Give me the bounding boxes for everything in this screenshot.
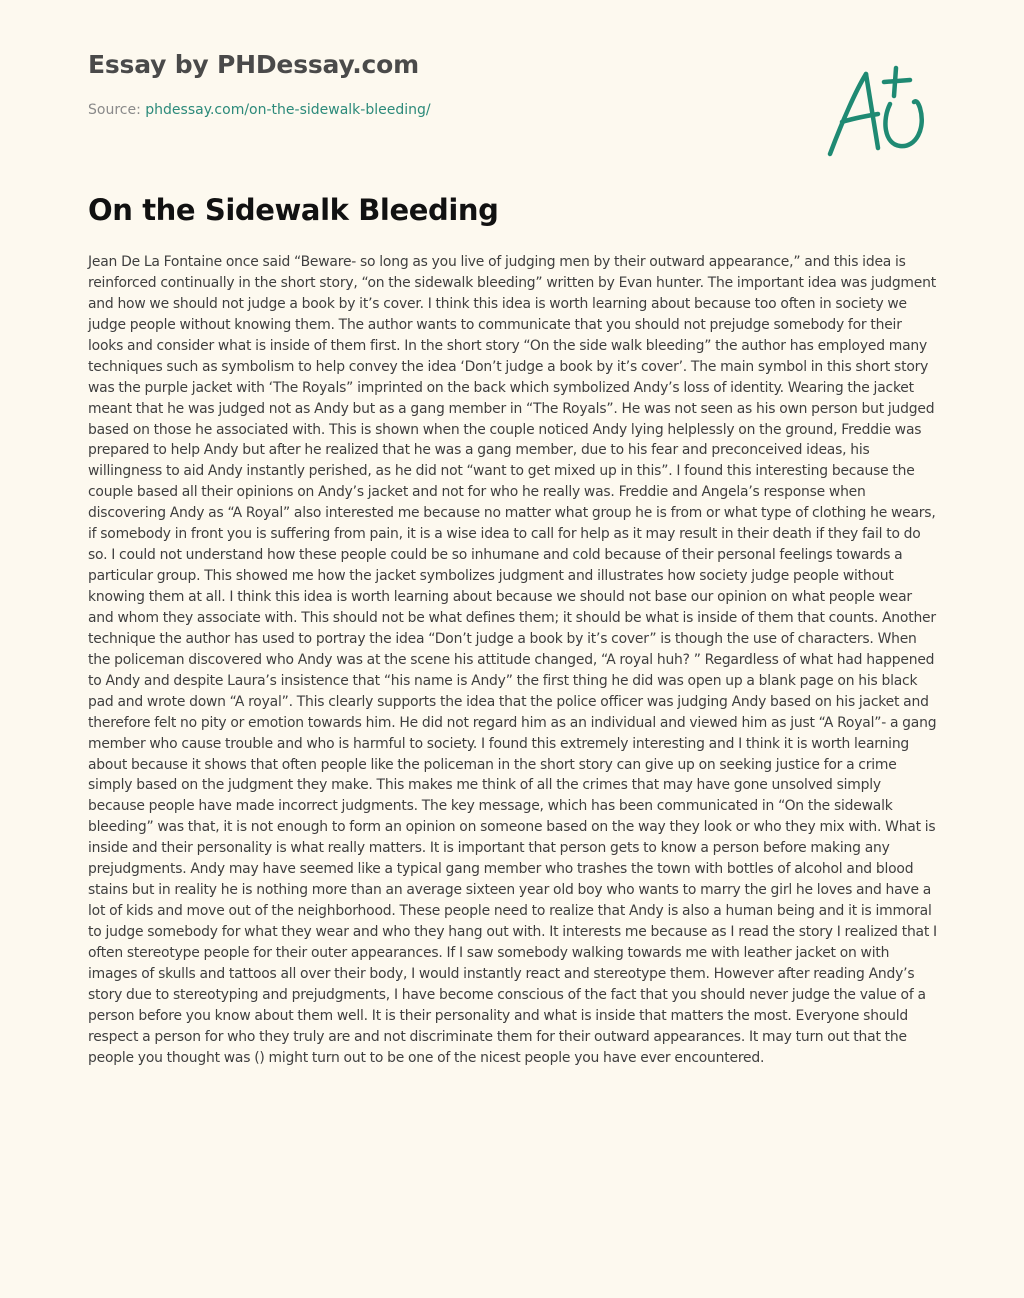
source-link[interactable]: phdessay.com/on-the-sidewalk-bleeding/ (145, 102, 431, 118)
page-header (88, 48, 808, 120)
source-line (88, 100, 808, 120)
source-label: Source: (88, 102, 146, 118)
site-brand: Essay by PHDessay.com (88, 50, 419, 79)
essay-title: On the Sidewalk Bleeding (88, 193, 499, 227)
a-plus-logo-icon (820, 62, 932, 162)
essay-body: Jean De La Fontaine once said “Beware- so long as you live of judging men by their outward appearance,” and this idea is reinforced continually in the short story, “on the sidewalk bleeding” written by Evan hunter. The important idea was judgment and how we should not judge a book by it’s cover. I think this idea is worth learning about because too often in society we judge people without knowing them. The author wants to communicate that you should not prejudge somebody for their looks and consider what is inside of them first. In the short story “On the side walk bleeding” the author has employed many techniques such as symbolism to help convey the idea ‘Don’t judge a book by it’s cover’. The main symbol in this short story was the purple jacket with ‘The Royals” imprinted on the back which symbolized Andy’s loss of identity. Wearing the jacket meant that he was judged not as Andy but as a gang member in “The Royals”. He was not seen as his own person but judged based on those he associated with. This is shown when the couple noticed Andy lying helplessly on the ground, Freddie was prepared to help Andy but after he realized that he was a gang member, due to his fear and preconceived ideas, his willingness to aid Andy instantly perished, as he did not “want to get mixed up in this”. I found this interesting because the couple based all their opinions on Andy’s jacket and not for who he really was. Freddie and Angela’s response when discovering Andy as “A Royal” also interested me because no matter what group he is from or what type of clothing he wears, if somebody in front you is suffering from pain, it is a wise idea to call for help as it may result in their death if they fail to do so. I could not understand how these people could be so inhumane and cold because of their personal feelings towards a particular group. This showed me how the jacket symbolizes judgment and illustrates how society judge people without knowing them at all. I think this idea is worth learning about because we should not base our opinion on what people wear and whom they associate with. This should not be what defines them; it should be what is inside of them that counts. Another technique the author has used to portray the idea “Don’t judge a book by it’s cover” is though the use of characters. When the policeman discovered who Andy was at the scene his attitude changed, “A royal huh? ” Regardless of what had happened to Andy and despite Laura’s insistence that “his name is Andy” the first thing he did was open up a blank page on his black pad and wrote down “A royal”. This clearly supports the idea that the police officer was judging Andy based on his jacket and therefore felt no pity or emotion towards him. He did not regard him as an individual and viewed him as just “A Royal”- a gang member who cause trouble and who is harmful to society. I found this extremely interesting and I think it is worth learning about because it shows that often people like the policeman in the short story can give up on seeking justice for a crime simply based on the judgment they make. This makes me think of all the crimes that may have gone unsolved simply because people have made incorrect judgments. The key message, which has been communicated in “On the sidewalk bleeding” was that, it is not enough to form an opinion on someone based on the way they look or who they mix with. What is inside and their personality is what really matters. It is important that person gets to know a person before making any prejudgments. Andy may have seemed like a typical gang member who trashes the town with bottles of alcohol and blood stains but in reality he is nothing more than an average sixteen year old boy who wants to marry the girl he loves and have a lot of kids and move out of the neighborhood. These people need to realize that Andy is also a human being and it is immoral to judge somebody for what they wear and who they hang out with. It interests me because as I read the story I realized that I often stereotype people for their outer appearances. If I saw somebody walking towards me with leather jacket on with images of skulls and tattoos all over their body, I would instantly react and stereotype them. However after reading Andy’s story due to stereotyping and prejudgments, I have become conscious of the fact that you should never judge the value of a person before you know about them well. It is their personality and what is inside that matters the most. Everyone should respect a person for who they truly are and not discriminate them for their outward appearances. It may turn out that the people you thought was () might turn out to be one of the nicest people you have ever encountered. (88, 254, 937, 1066)
